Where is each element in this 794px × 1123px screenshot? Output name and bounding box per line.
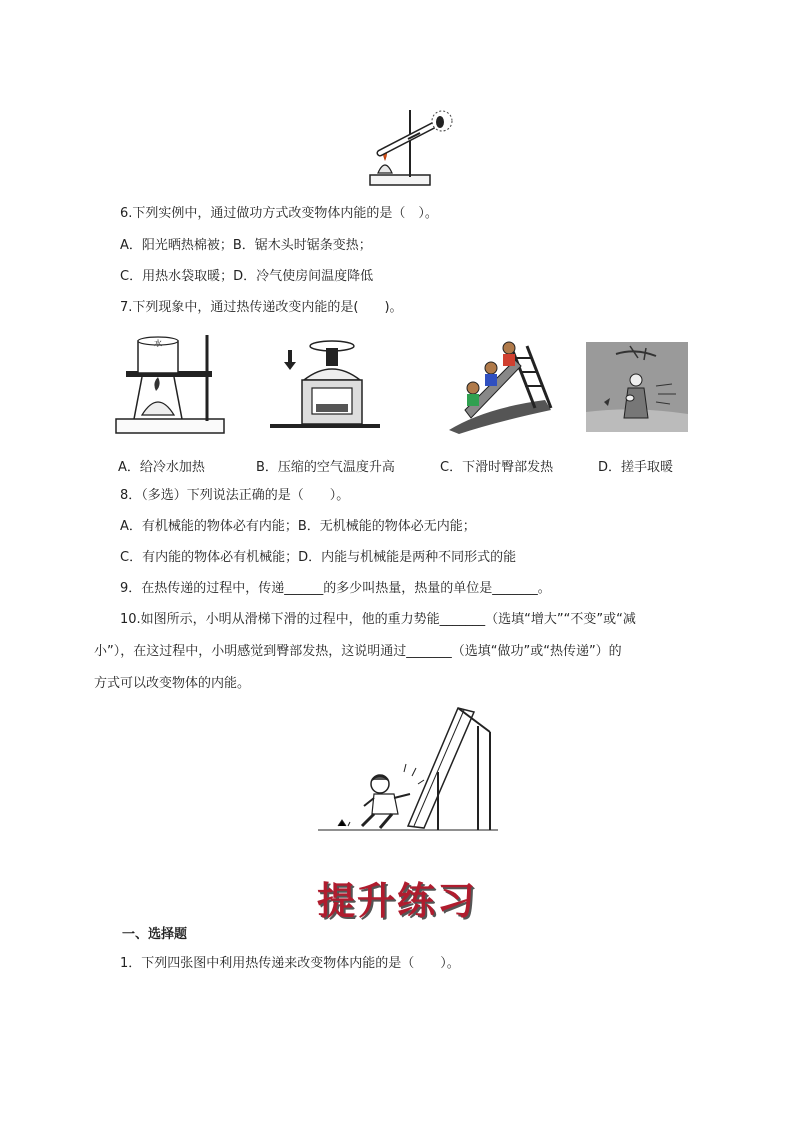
- question-10-line-2: 小”），在这过程中，小明感觉到臀部发热，这说明通过_______（选填“做功”或“热传递”）的: [94, 644, 622, 659]
- question-1-stem: 1．下列四张图中利用热传递来改变物体内能的是（ ）。: [120, 956, 460, 971]
- section-title: 提升练习: [316, 878, 477, 923]
- rubbing-hands-figure: [586, 342, 688, 432]
- compressing-air-figure: [268, 340, 383, 430]
- question-6-options-cd: C．用热水袋取暖；D．冷气使房间温度降低: [120, 269, 374, 284]
- question-9-stem: 9．在热传递的过程中，传递______的多少叫热量，热量的单位是_______。: [120, 581, 551, 596]
- caption-c: C．下滑时臀部发热: [440, 460, 554, 475]
- question-10-line-1: 10.如图所示，小明从滑梯下滑的过程中，他的重力势能_______（选填“增大”“不变”或“减: [120, 612, 636, 627]
- question-8-stem: 8．（多选）下列说法正确的是（ ）。: [120, 488, 350, 503]
- caption-b: B．压缩的空气温度升高: [256, 460, 395, 475]
- caption-d: D．搓手取暖: [598, 460, 674, 475]
- heating-water-figure: [112, 333, 230, 438]
- question-6-options-ab: A．阳光晒热棉被；B．锯木头时锯条变热；: [120, 238, 372, 253]
- question-10-line-3: 方式可以改变物体的内能。: [94, 676, 251, 691]
- caption-a: A．给冷水加热: [118, 460, 205, 475]
- question-7-stem: 7.下列现象中，通过热传递改变内能的是( )。: [120, 300, 403, 315]
- slide-children-figure: [445, 338, 557, 434]
- question-8-options-cd: C．有内能的物体必有机械能；D．内能与机械能是两种不同形式的能: [120, 550, 517, 565]
- boy-slide-figure: [318, 702, 498, 842]
- section-heading: 一、选择题: [122, 927, 188, 942]
- water-label: 水: [154, 339, 162, 348]
- question-8-options-ab: A．有机械能的物体必有内能；B．无机械能的物体必无内能；: [120, 519, 476, 534]
- test-tube-apparatus-figure: [360, 105, 460, 190]
- question-6-stem: 6.下列实例中，通过做功方式改变物体内能的是（ ）。: [120, 206, 438, 221]
